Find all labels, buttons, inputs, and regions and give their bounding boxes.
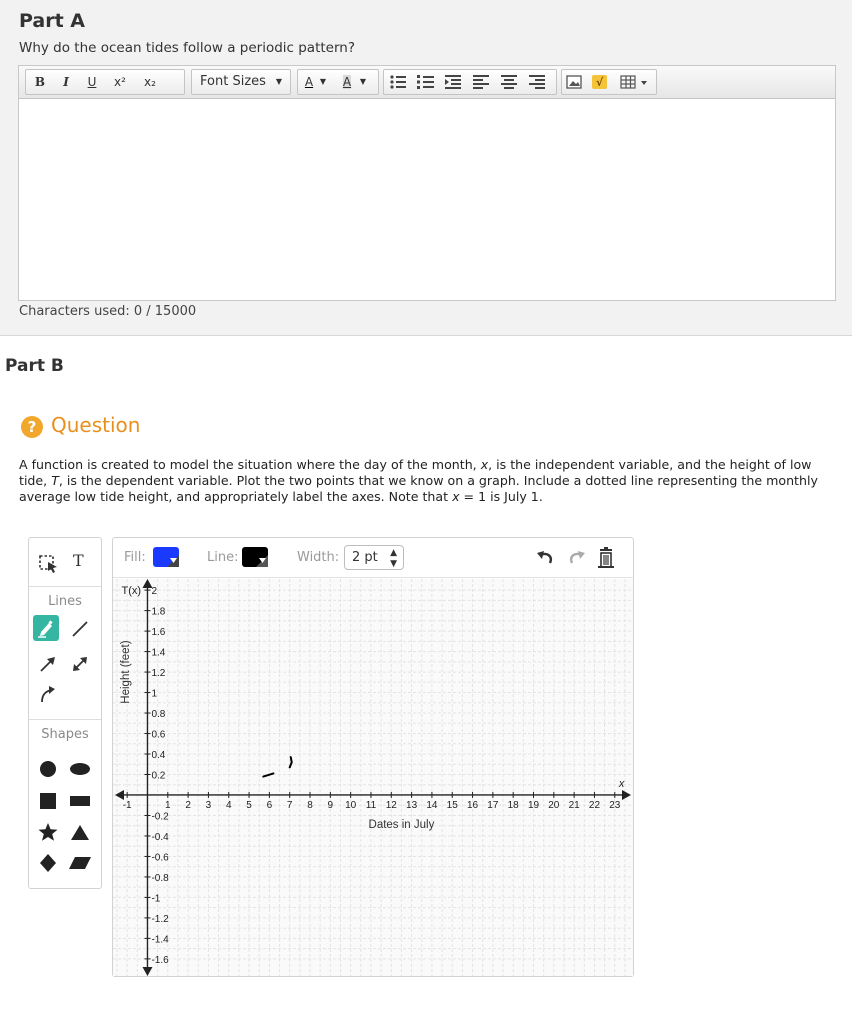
width-label: Width:	[297, 550, 340, 565]
chevron-down-icon: ▼	[275, 77, 283, 86]
character-count: Characters used: 0 / 15000	[19, 304, 197, 319]
insert-buttons	[565, 72, 655, 92]
square-icon[interactable]	[37, 790, 59, 812]
grid	[113, 579, 633, 976]
superscript-button[interactable]: x²	[114, 75, 126, 89]
x-tick-label: 8	[307, 799, 313, 811]
x-tick-label: 4	[225, 799, 232, 811]
numbered-list-icon[interactable]	[417, 75, 434, 89]
double-arrow-icon[interactable]	[69, 653, 91, 675]
y-tick-label: 0.4	[151, 750, 166, 762]
part-a-title: Part A	[19, 10, 86, 32]
pencil-icon[interactable]	[33, 615, 59, 641]
question-text	[19, 457, 839, 505]
y-tick-label: 2	[151, 586, 158, 598]
line-label: Line:	[207, 550, 239, 565]
x-tick-label: 6	[266, 799, 273, 811]
ray-icon[interactable]	[37, 653, 59, 675]
x-tick-label: 16	[466, 799, 479, 811]
editor-toolbar	[19, 66, 835, 99]
x-axis-label: Dates in July	[368, 818, 435, 831]
question-text-part: = 1 is July 1.	[459, 489, 543, 504]
x-tick-label: 9	[327, 799, 334, 811]
question-icon: ?	[21, 416, 43, 438]
x-tick-label: 22	[588, 799, 601, 811]
undo-icon[interactable]	[535, 549, 555, 567]
y-tick-label: 1.6	[151, 627, 166, 639]
question-text-part: , is the dependent variable. Plot the two points that we know on a graph. Include a dotted line representing the monthly average low tide height, and appropriately label the axes. Note that	[19, 473, 818, 504]
redo-icon[interactable]	[567, 549, 587, 567]
rectangle-icon[interactable]	[67, 790, 93, 812]
y-tick-label: -0.8	[151, 872, 169, 884]
circle-icon[interactable]	[37, 758, 59, 780]
x-tick-label: 19	[527, 799, 540, 811]
bold-button[interactable]: B	[34, 75, 46, 89]
x-tick-label: 2	[185, 799, 191, 811]
trash-icon[interactable]	[597, 547, 615, 569]
highlight-color-button[interactable]: A	[342, 75, 352, 89]
chevron-down-icon[interactable]	[641, 81, 647, 85]
divider	[29, 719, 101, 720]
graphing-panel	[112, 537, 634, 977]
fill-label: Fill:	[124, 550, 146, 565]
ellipse-icon[interactable]	[67, 758, 93, 780]
select-icon[interactable]	[38, 554, 60, 574]
lines-label: Lines	[48, 594, 82, 609]
width-select[interactable]	[344, 545, 404, 570]
coordinate-graph[interactable]	[113, 579, 633, 976]
x-tick-label: 11	[365, 799, 377, 811]
x-axis-name: x	[618, 777, 625, 790]
indent-icon[interactable]	[445, 75, 461, 89]
divider	[29, 586, 101, 587]
parallelogram-icon[interactable]	[67, 852, 93, 874]
y-tick-label: -1.2	[151, 913, 169, 925]
equation-icon[interactable]	[592, 75, 607, 89]
x-tick-label: 17	[487, 799, 499, 811]
x-tick-label: 13	[406, 799, 418, 811]
rich-text-editor	[18, 65, 836, 301]
width-value: 2 pt	[352, 550, 378, 565]
star-icon[interactable]	[37, 821, 59, 843]
x-tick-label: 18	[507, 799, 519, 811]
answer-textarea[interactable]	[19, 100, 835, 300]
stepper-icon[interactable]: ▲ ▼	[390, 548, 397, 569]
fill-color-picker[interactable]	[153, 547, 179, 567]
question-text-part: A function is created to model the situation where the day of the month,	[19, 457, 481, 472]
x-tick-label: 21	[568, 799, 580, 811]
question-text-part: , is the independent variable, and the height of low tide,	[19, 457, 812, 488]
y-tick-label: 0.8	[151, 709, 166, 721]
triangle-icon[interactable]	[67, 821, 93, 843]
italic-button[interactable]: I	[63, 75, 69, 89]
y-tick-label: -0.6	[151, 852, 169, 864]
align-left-icon[interactable]	[473, 75, 489, 89]
y-tick-label: 0.6	[151, 729, 166, 741]
y-tick-label: 1.2	[151, 668, 166, 680]
diamond-icon[interactable]	[37, 852, 59, 874]
y-tick-label: 1.4	[151, 647, 166, 659]
y-tick-label: -1	[151, 893, 161, 905]
text-icon[interactable]: T	[73, 551, 84, 570]
x-tick-label: 14	[426, 799, 438, 811]
image-icon[interactable]	[567, 76, 581, 88]
align-right-icon[interactable]	[529, 75, 545, 89]
table-icon[interactable]	[621, 76, 635, 88]
line-color-picker[interactable]	[242, 547, 268, 567]
x-tick-label: 3	[205, 799, 212, 811]
part-a-panel	[0, 0, 852, 336]
variable-x: x	[452, 489, 460, 504]
text-color-button[interactable]: A	[304, 75, 314, 89]
plot-area	[113, 579, 633, 976]
x-tick-label: -1	[122, 799, 132, 811]
x-tick-label: 23	[609, 799, 621, 811]
x-tick-label: 20	[548, 799, 560, 811]
y-tick-label: -1.4	[151, 934, 169, 946]
x-tick-label: 12	[385, 799, 397, 811]
y-tick-label: 0.2	[151, 770, 166, 782]
y-axis-name: T(x)	[121, 585, 142, 598]
y-tick-label: -1.6	[151, 954, 169, 966]
variable-t: T	[51, 473, 59, 488]
variable-x: x	[480, 457, 489, 472]
bullet-list-icon[interactable]	[390, 75, 406, 88]
shapes-label: Shapes	[41, 727, 89, 742]
y-tick-label: 1.8	[151, 606, 166, 618]
x-tick-label: 7	[286, 799, 293, 811]
underline-button[interactable]: U	[87, 75, 97, 89]
question-heading: Question	[51, 413, 141, 437]
chevron-down-icon[interactable]: ▼	[319, 77, 327, 86]
font-sizes-label: Font Sizes	[200, 74, 266, 89]
y-tick-label: -0.2	[151, 811, 169, 823]
y-axis-label: Height (feet)	[120, 640, 132, 704]
drawing-tool-palette	[28, 537, 102, 889]
line-icon[interactable]	[69, 618, 91, 640]
paragraph-buttons	[387, 72, 555, 92]
y-tick-label: 1	[151, 688, 158, 700]
y-tick-label: -0.4	[151, 831, 169, 843]
x-tick-label: 1	[165, 799, 171, 811]
subscript-button[interactable]: x₂	[144, 75, 156, 89]
align-center-icon[interactable]	[501, 75, 517, 89]
part-b-title: Part B	[5, 356, 64, 376]
curved-arrow-icon[interactable]	[37, 683, 59, 705]
x-tick-label: 15	[446, 799, 458, 811]
chevron-down-icon[interactable]: ▼	[359, 77, 367, 86]
part-a-question: Why do the ocean tides follow a periodic pattern?	[19, 40, 356, 56]
svg-text:√: √	[595, 76, 604, 89]
x-tick-label: 10	[345, 799, 357, 811]
x-tick-label: 5	[246, 799, 252, 811]
graph-toolbar	[113, 538, 633, 578]
